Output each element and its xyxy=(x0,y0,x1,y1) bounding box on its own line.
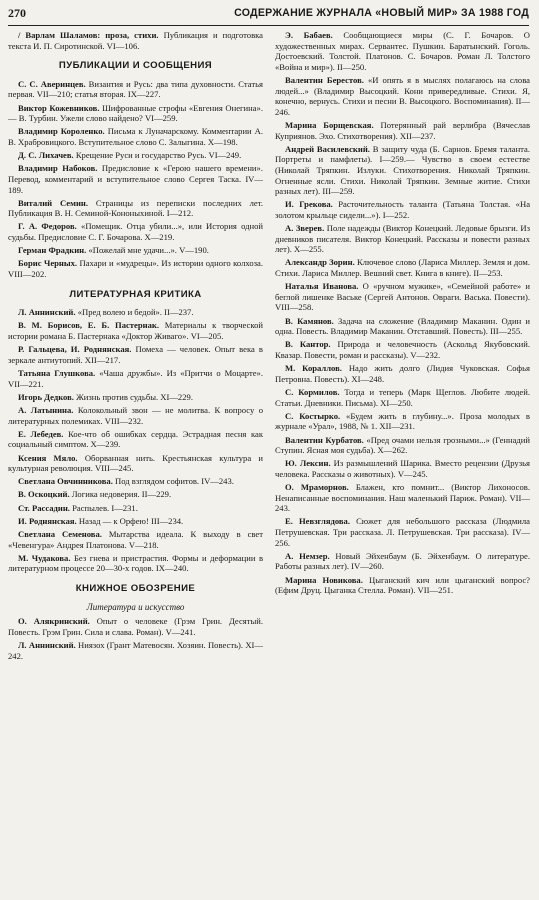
toc-entry xyxy=(275,30,530,72)
entry-text: Ниязох (Грант Матевосян. Хозяин. Повесть). XI—242. xyxy=(8,639,263,661)
entry-text: Опыт о человеке (Грэм Грин. Десятый. Повесть. Грэм Грин. Сила и слава. Роман). V—241. xyxy=(8,616,263,637)
entry-author: Александр Зорин. xyxy=(285,257,355,268)
toc-entry xyxy=(275,516,530,548)
entry-author: Виталий Семин. xyxy=(18,197,89,208)
header-rule xyxy=(8,25,529,26)
toc-entry xyxy=(8,221,263,242)
entry-text: Византия и Русь: два типа духовности. Статья первая. VII—210; статья вторая. IX—227. xyxy=(8,78,263,100)
entry-text: Сюжет для небольшого рассказа (Людмила Петрушевская. Три рассказа. Л. Петрушевская. Три рассказа). IV—256. xyxy=(275,516,530,548)
entry-author: Владимир Набоков. xyxy=(18,163,98,174)
entry-text: Потерянный рай верлибра (Вячеслав Куприянов. Эхо. Стихотворения). XII—237. xyxy=(275,119,531,141)
entry-author: Светлана Овчинникова. xyxy=(18,476,113,487)
entry-author: Борис Черных. xyxy=(18,258,78,269)
entry-text: «Пред очами нельзя грозными...» (Геннадий Ступин. Ясная моя судьба). X—262. xyxy=(275,434,530,456)
entry-author: Игорь Дедков. xyxy=(18,391,74,402)
entry-text: Под взглядом софитов. IV—243. xyxy=(115,476,234,487)
toc-entry xyxy=(275,223,530,255)
toc-entry xyxy=(8,126,263,147)
entry-text: «И опять я в мыслях полагаюсь на слова людей...» (Владимир Высоцкий. Кони привередливые. Стихи. Я, конечно, вернусь. Стихи и песни В. Высоцкого. Воспоминания). II—246. xyxy=(275,74,530,117)
entry-text: В защиту чуда (Б. Сарнов. Бремя таланта. Портреты и памфлеты). I—259.— Чувство в своем естестве (Николай Тряпкин. Излуки. Стихотворения. Николай Тряпкин. Огненные ясли. Стихи. Николай Тряпкин. Земные житие. Стихи разных лет). III—259. xyxy=(275,143,530,197)
toc-entry xyxy=(275,144,530,197)
toc-entry xyxy=(8,476,263,487)
toc-entry xyxy=(275,435,530,456)
entry-text: «Пред волею и бедой». II—237. xyxy=(77,307,194,318)
toc-entry xyxy=(8,429,263,450)
toc-entry xyxy=(275,458,530,479)
entry-author: Наталья Иванова. xyxy=(285,281,359,292)
entry-text: Логика недоверия. II—229. xyxy=(71,489,172,500)
entry-author: В. Камянов. xyxy=(285,315,334,326)
toc-entry xyxy=(275,363,530,384)
entry-author: Марина Борщевская. xyxy=(285,119,374,130)
entry-text: Распылев. I—231. xyxy=(72,502,138,513)
left-column xyxy=(8,30,263,664)
entry-author: Р. Гальцева, И. Роднянская. xyxy=(18,344,132,355)
entry-author: Л. Аннинский. xyxy=(18,639,76,650)
entry-text: «Будем жить в глубину...». Проза молодых в журнале «Урал», 1988, № 1. XII—231. xyxy=(275,410,530,432)
entry-text: Ключевое слово (Лариса Миллер. Земля и дом. Стихи. Лариса Миллер. Вешний свет. Книга в книге). II—253. xyxy=(275,257,530,279)
toc-entry xyxy=(275,575,530,596)
toc-entry xyxy=(275,339,530,360)
toc-entry xyxy=(8,163,263,195)
toc-entry xyxy=(8,307,263,318)
entry-author: М. Кораллов. xyxy=(285,363,342,374)
toc-entry xyxy=(8,453,263,474)
entry-text: «Пожелай мне удачи...». V—190. xyxy=(88,245,209,256)
entry-text: Помеха — человек. Опыт века в зеркале антиутопий. XII—217. xyxy=(8,344,263,365)
entry-text: Колокольный звон — не молитва. К вопросу о литературных полемиках. VIII—232. xyxy=(8,404,263,426)
entry-text: Страницы из переписки последних лет. Публикация В. Н. Семиной-Кононыхиной. I—212. xyxy=(8,197,263,219)
entry-author: О. Мраморнов. xyxy=(285,482,349,493)
entry-text: Блажен, кто помнит... (Виктор Лихоносов. Ненаписанные воспоминания. Наш маленький Париж. Роман). VII—243. xyxy=(275,482,530,514)
entry-author: Ст. Рассадин. xyxy=(18,502,70,513)
entry-author: Валентин Берестов. xyxy=(285,74,364,85)
entry-author: В. Оскоцкий. xyxy=(18,489,70,500)
entry-text: Без гнева и пристрастия. Формы и деформации в литературном процессе 20—30-х годов. IX—240. xyxy=(8,552,263,574)
toc-entry xyxy=(8,344,263,365)
toc-entry xyxy=(8,103,263,124)
entry-author: С. Костырко. xyxy=(285,410,341,421)
entry-author: Андрей Василевский. xyxy=(285,143,370,154)
entry-author: А. Латынина. xyxy=(18,404,74,415)
toc-entry xyxy=(8,30,263,51)
toc-entry xyxy=(8,529,263,550)
entry-text: Мытарства идеала. К выходу в свет «Чевенгура» Андрея Платонова. V—218. xyxy=(8,529,263,550)
toc-entry xyxy=(275,482,530,514)
toc-entry xyxy=(8,503,263,514)
toc-entry xyxy=(8,392,263,403)
entry-author: Ю. Лексин. xyxy=(285,458,331,469)
entry-text: Назад — к Орфею! III—234. xyxy=(78,515,184,526)
entry-text: Шифрованные строфы «Евгения Онегина».— В. Турбин. Ужели слово найдено? VI—259. xyxy=(8,102,263,124)
section-heading: КНИЖНОЕ ОБОЗРЕНИЕ xyxy=(75,583,196,594)
entry-text: Крещение Руси и государство Русь. VI—249. xyxy=(75,150,242,161)
entry-author: С. Кормилов. xyxy=(285,386,340,397)
entry-text: Новый Эйхенбаум (Б. Эйхенбаум. О литературе. Работы разных лет). IV—260. xyxy=(275,550,530,572)
entry-text: Пахари и «мудрецы». Из истории одного колхоза. VIII—202. xyxy=(8,258,263,280)
page-number: 270 xyxy=(8,6,26,20)
entry-text: Поле надежды (Виктор Конецкий. Ледовые брызги. Из дневников писателя. Виктор Конецкий. Рассказы и повести разных лет). X—255. xyxy=(275,223,530,255)
entry-text: Надо жить долго (Лидия Чуковская. Софья Петровна. Повесть). XI—248. xyxy=(275,363,530,384)
toc-entry xyxy=(8,640,263,661)
entry-author: Герман Фрадкин. xyxy=(18,245,87,256)
toc-entry xyxy=(8,258,263,279)
entry-author: Валентин Курбатов. xyxy=(285,434,364,445)
entry-author: В. Кантор. xyxy=(285,339,331,350)
toc-entry xyxy=(275,411,530,432)
entry-text: «Чаша дружбы». Из «Притчи о Моцарте». VII—221. xyxy=(8,367,263,389)
toc-entry xyxy=(8,516,263,527)
entry-text: Материалы к творческой истории романа Б. Пастернака «Доктор Живаго». VI—205. xyxy=(8,320,263,341)
right-column xyxy=(275,30,530,598)
entry-author: Владимир Короленко. xyxy=(18,126,105,137)
entry-text: Предисловие к «Герою нашего времени». Перевод, комментарий и вступительное слово Сергея Таска. IV—189. xyxy=(8,163,263,195)
entry-author: Светлана Семенова. xyxy=(18,529,102,540)
entry-text: Из размышлений Шарика. Вместо рецензии (Друзья человека. Рассказы о животных). V—245. xyxy=(275,458,530,479)
entry-author: Г. А. Федоров. xyxy=(18,221,77,232)
toc-entry xyxy=(275,316,530,337)
section-heading: ЛИТЕРАТУРНАЯ КРИТИКА xyxy=(69,288,202,300)
toc-entry xyxy=(275,257,530,278)
entry-text: Публикация и подготовка текста И. П. Сиротинской. VI—106. xyxy=(8,30,263,51)
entry-text: Кое-что об ошибках сердца. Эстрадная песня как социальный симптом. X—239. xyxy=(8,428,263,450)
entry-text: Тогда и теперь (Марк Щеглов. Любите людей. Статьи. Дневники. Письма). XI—250. xyxy=(275,386,530,408)
entry-author: Виктор Кожевников. xyxy=(18,102,100,113)
entry-text: Природа и человечность (Аскольд Якубовский. Квазар. Повести, роман и рассказы). V—232. xyxy=(275,339,530,360)
toc-entry xyxy=(275,75,530,117)
toc-entry xyxy=(8,616,263,637)
entry-author: Е. Лебедев. xyxy=(18,428,64,439)
entry-text: Сообщающиеся миры (С. Г. Бочаров. О художественных мирах. Сервантес. Пушкин. Баратынский. Гоголь. Достоевский. Толстой. Платонов. С. Бочаров. Роман Л. Толстого «Война и мир»). II—250. xyxy=(275,30,530,72)
entry-author: Татьяна Глушкова. xyxy=(18,367,96,378)
entry-text: Жизнь против судьбы. XI—229. xyxy=(76,391,193,402)
toc-entry xyxy=(275,281,530,313)
toc-entry xyxy=(8,79,263,100)
entry-author: О. Алякринский. xyxy=(18,616,90,627)
entry-author: Л. Аннинский. xyxy=(18,307,76,318)
entry-author: М. Чудакова. xyxy=(18,552,71,563)
entry-text: Письма к Луначарскому. Комментарии А. В. Храбровицкого. Вступительное слово С. Залыгина. X—198. xyxy=(8,126,264,147)
toc-entry xyxy=(275,551,530,572)
entry-author: А. Немзер. xyxy=(285,550,330,561)
toc-entry xyxy=(8,150,263,161)
toc-entry xyxy=(275,387,530,408)
entry-author: Ксения Мяло. xyxy=(18,452,78,463)
toc-entry xyxy=(8,320,263,341)
toc-entry xyxy=(275,120,530,141)
toc-entry xyxy=(8,368,263,389)
entry-author: С. С. Аверинцев. xyxy=(18,78,86,89)
entry-author: Э. Бабаев. xyxy=(285,30,333,40)
entry-text: О «ручном мужике», «Семейной работе» и беглой лишенке Ваське (Сергей Антонов. Овраги. Васька. Повести). VIII—258. xyxy=(275,281,530,313)
section-heading: ПУБЛИКАЦИИ И СООБЩЕНИЯ xyxy=(58,60,213,72)
entry-text: Расточительность таланта (Татьяна Толстая. «На золотом крыльце сидели...»). I—252. xyxy=(275,199,531,220)
entry-author: Марина Новикова. xyxy=(285,574,363,585)
entry-author: А. Зверев. xyxy=(285,223,325,234)
entry-text: «Помещик. Отца убили...», или История одной судьбы. Предисловие С. Г. Бочарова. X—219. xyxy=(8,221,263,243)
entry-author: И. Роднянская. xyxy=(18,515,77,526)
entry-author: И. Грекова. xyxy=(285,199,333,210)
entry-text: Оборванная нить. Крестьянская культура и культурная революция. VIII—245. xyxy=(8,452,263,474)
entry-author: Д. С. Лихачев. xyxy=(18,150,74,161)
entry-text: Цыганский кич или цыганский вопрос? (Ефим Друц. Цыганка Стелла. Роман). VII—251. xyxy=(275,574,530,596)
toc-entry xyxy=(8,198,263,219)
entry-author: В. М. Борисов, Е. Б. Пастернак. xyxy=(18,320,159,331)
entry-text: Задача на сложение (Владимир Маканин. Один и одна. Повесть. Владимир Маканин. Отставший. Повесть). III—255. xyxy=(275,315,530,337)
toc-entry xyxy=(8,245,263,256)
entry-author: / Варлам Шаламов: проза, стихи. xyxy=(18,30,159,40)
running-title: СОДЕРЖАНИЕ ЖУРНАЛА «НОВЫЙ МИР» ЗА 1988 ГОД xyxy=(234,7,529,19)
toc-entry xyxy=(8,489,263,500)
page-header xyxy=(8,6,529,26)
toc-entry xyxy=(8,553,263,574)
subsection-heading: Литература и искусство xyxy=(86,601,185,612)
toc-entry xyxy=(8,405,263,426)
entry-author: Е. Невзглядова. xyxy=(285,516,350,527)
toc-entry xyxy=(275,199,530,220)
